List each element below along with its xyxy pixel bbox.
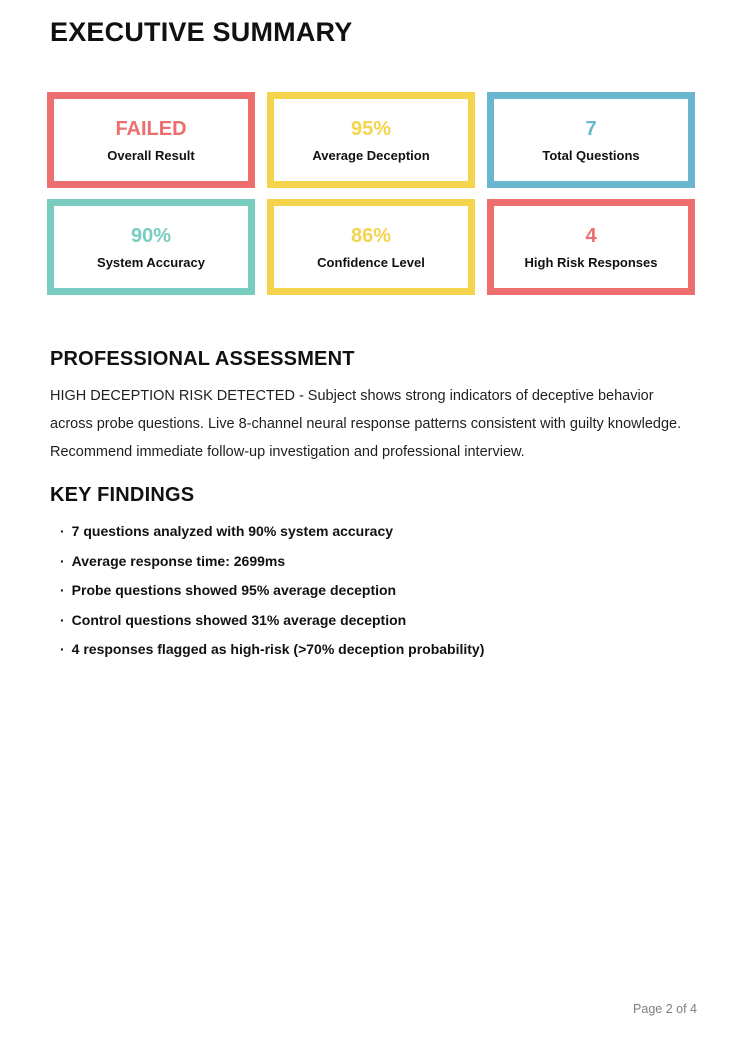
stat-label-high-risk-responses: High Risk Responses <box>524 254 658 270</box>
stat-label-confidence-level: Confidence Level <box>317 254 425 270</box>
finding-text: 7 questions analyzed with 90% system accuracy <box>71 523 394 539</box>
stat-value-confidence-level: 86% <box>350 224 392 247</box>
assessment-heading: PROFESSIONAL ASSESSMENT <box>50 348 355 370</box>
stat-value-system-accuracy: 90% <box>130 224 172 247</box>
stat-label-system-accuracy: System Accuracy <box>97 254 205 270</box>
stat-value-total-questions: 7 <box>585 117 597 140</box>
stat-card-overall-result <box>47 92 255 188</box>
page-number: Page 2 of 4 <box>633 1002 697 1016</box>
bullet-dot: · <box>60 552 65 569</box>
finding-text: Control questions showed 31% average deception <box>71 611 407 628</box>
bullet-dot: · <box>60 523 65 539</box>
bullet-dot: · <box>60 611 65 628</box>
stat-card-total-questions <box>487 92 695 188</box>
stat-label-total-questions: Total Questions <box>542 147 640 163</box>
finding-text: 4 responses flagged as high-risk (>70% deception probability) <box>71 641 485 657</box>
stat-card-confidence-level <box>267 199 475 295</box>
stat-label-average-deception: Average Deception <box>312 147 430 163</box>
finding-item <box>60 613 484 627</box>
bullet-dot: · <box>60 641 65 657</box>
stat-card-system-accuracy <box>47 199 255 295</box>
stat-label-overall-result: Overall Result <box>107 147 195 163</box>
finding-text: Probe questions showed 95% average deception <box>71 582 397 598</box>
finding-text: Average response time: 2699ms <box>71 552 286 569</box>
stat-value-average-deception: 95% <box>350 117 392 140</box>
finding-item <box>60 642 484 656</box>
stat-card-average-deception <box>267 92 475 188</box>
stats-grid <box>47 92 695 295</box>
findings-heading: KEY FINDINGS <box>50 484 195 506</box>
stat-card-high-risk-responses <box>487 199 695 295</box>
finding-item <box>60 524 484 538</box>
assessment-body: HIGH DECEPTION RISK DETECTED - Subject shows strong indicators of deceptive behavior across probe questions. Live 8-channel neural response patterns consistent with guilty knowledge. Recommend immediate follow-up investigation and professional interview. <box>50 388 682 460</box>
finding-item <box>60 554 484 568</box>
finding-item <box>60 583 484 597</box>
stat-value-overall-result: FAILED <box>115 117 187 140</box>
stat-value-high-risk-responses: 4 <box>585 224 597 247</box>
page-title: EXECUTIVE SUMMARY <box>50 17 353 47</box>
findings-list <box>60 524 484 672</box>
bullet-dot: · <box>60 582 65 598</box>
